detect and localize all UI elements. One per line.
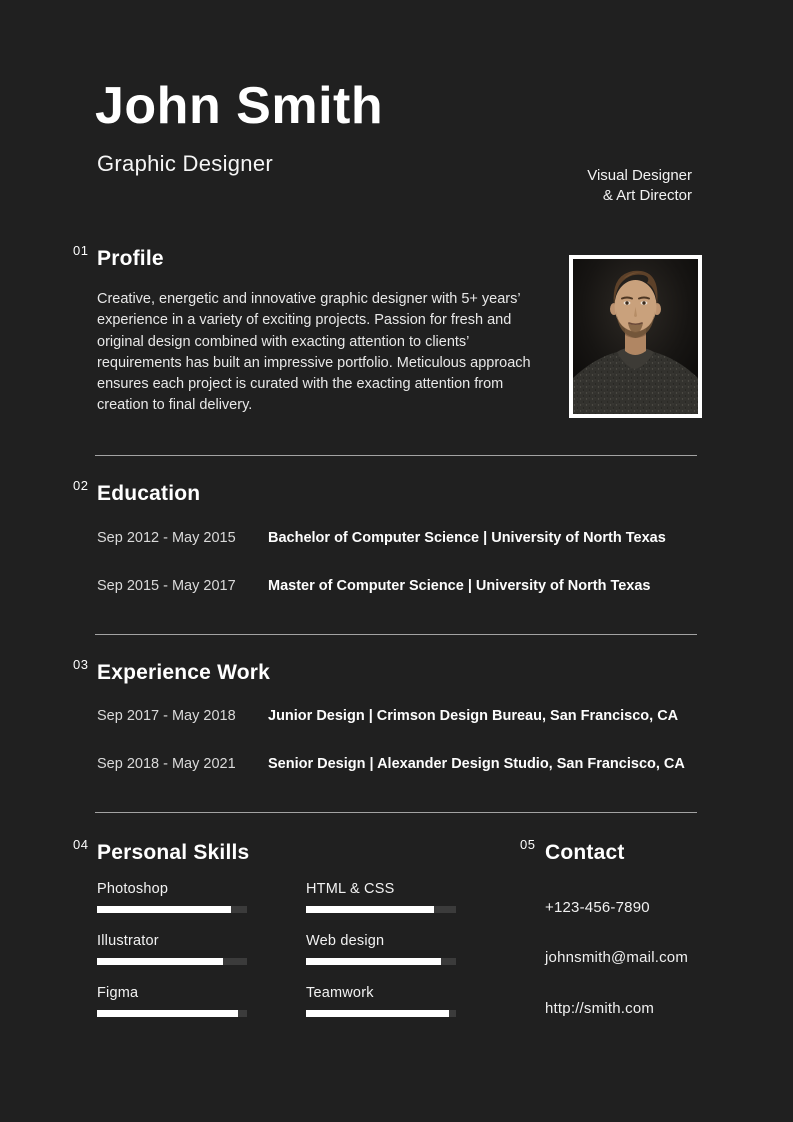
experience-section-number: 03 [73,657,89,672]
skill-label: Teamwork [306,985,374,1001]
skill-item [306,881,456,913]
contact-website: http://smith.com [545,1000,655,1017]
skill-label: Illustrator [97,933,159,949]
portrait-photo-image [573,259,698,414]
skill-item [306,933,456,965]
skill-bar [97,906,247,913]
contact-email: johnsmith@mail.com [545,949,689,966]
skill-label: Web design [306,933,385,949]
skill-bar-fill [306,958,441,965]
tagline-line-1: Visual Designer [587,167,692,184]
education-section-title: Education [97,482,201,505]
skill-item [97,933,247,965]
skill-bar [306,958,456,965]
skill-bar-fill [97,1010,238,1017]
skill-item [97,985,247,1017]
skill-bar [97,1010,247,1017]
education-dates: Sep 2012 - May 2015 [97,530,236,546]
profile-section-title: Profile [97,247,164,270]
divider-3 [95,812,697,813]
experience-position: Junior Design | Crimson Design Bureau, San Francisco, CA [268,708,679,724]
education-dates: Sep 2015 - May 2017 [97,578,236,594]
contact-section-title: Contact [545,841,625,864]
divider-1 [95,455,697,456]
skill-bar [306,906,456,913]
skill-bar [306,1010,456,1017]
experience-row [97,708,678,724]
education-degree: Bachelor of Computer Science | University of North Texas [268,530,666,546]
skill-item [306,985,456,1017]
skill-bar-fill [97,958,223,965]
skills-section-number: 04 [73,837,89,852]
experience-section-title: Experience Work [97,661,271,684]
tagline-line-2: & Art Director [602,187,692,204]
skill-bar-fill [306,1010,449,1017]
divider-2 [95,634,697,635]
skills-section-title: Personal Skills [97,841,250,864]
skill-label: Photoshop [97,881,169,897]
contact-phone: +123-456-7890 [545,899,650,916]
skill-label: HTML & CSS [306,881,395,897]
skill-bar [97,958,247,965]
contact-section-number: 05 [520,837,536,852]
skill-bar-fill [97,906,231,913]
skill-label: Figma [97,985,139,1001]
education-degree: Master of Computer Science | University of North Texas [268,578,651,594]
experience-row [97,756,685,772]
job-title: Graphic Designer [97,151,273,176]
profile-summary-text: Creative, energetic and innovative graphic designer with 5+ years’ experience in a variety of exciting projects. Passion for fresh and original design combined with exacting attention to clients’ requirements has built an impressive portfolio. Meticulous approach ensures each project is curated with the exacting attention from creation to final delivery. [97,291,531,414]
person-name: John Smith [95,77,384,135]
experience-dates: Sep 2018 - May 2021 [97,756,236,772]
skill-item [97,881,247,913]
experience-position: Senior Design | Alexander Design Studio, San Francisco, CA [268,756,685,772]
tagline [587,166,692,206]
education-section-number: 02 [73,478,89,493]
portrait-photo [569,255,702,418]
experience-dates: Sep 2017 - May 2018 [97,708,236,724]
education-row [97,578,651,594]
profile-section-number: 01 [73,243,89,258]
education-row [97,530,666,546]
skill-bar-fill [306,906,434,913]
